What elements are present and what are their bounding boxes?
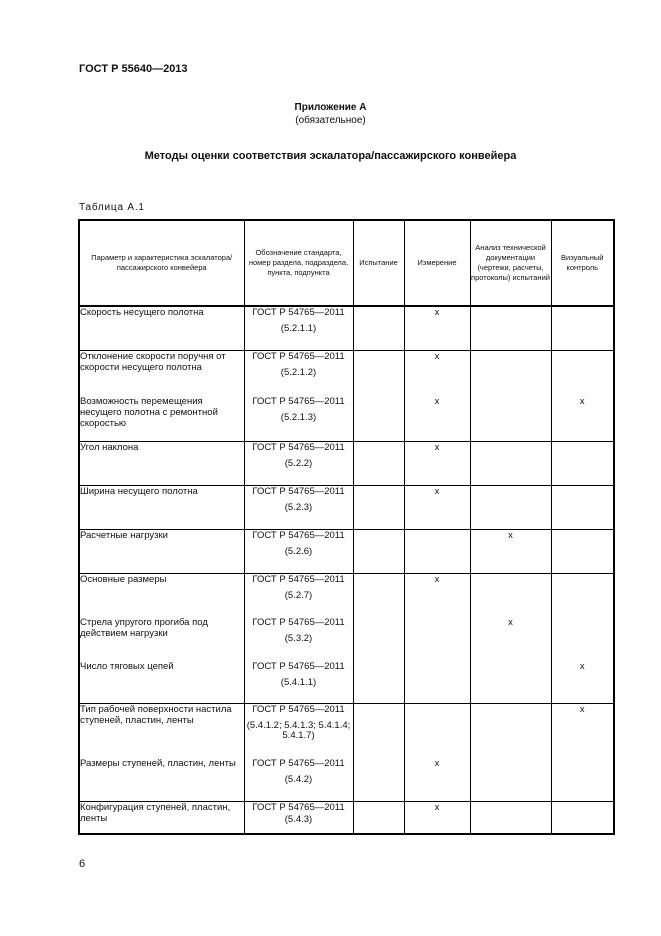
standard-code: ГОСТ Р 54765—2011	[252, 758, 345, 769]
table-row	[79, 396, 614, 441]
standard-cell	[244, 661, 353, 703]
measure-cell	[404, 661, 470, 703]
table-row	[79, 529, 614, 573]
standard-cell	[244, 306, 353, 350]
visual-cell	[551, 758, 614, 801]
standard-cell	[244, 703, 353, 758]
test-cell	[353, 350, 404, 396]
header-standard: Обозначение стандарта, номер раздела, подраздела, пункта, подпункта	[244, 220, 353, 306]
param-cell: Отклонение скорости поручня от скорости несущего полотна	[79, 350, 244, 396]
measure-cell: х	[404, 350, 470, 396]
param-cell: Расчетные нагрузки	[79, 529, 244, 573]
param-cell: Ширина несущего полотна	[79, 485, 244, 529]
test-cell	[353, 661, 404, 703]
measure-cell: х	[404, 801, 470, 834]
standard-cell	[244, 350, 353, 396]
standard-ref: (5.4.3)	[284, 813, 313, 825]
measure-cell: х	[404, 396, 470, 441]
table-row	[79, 801, 614, 834]
visual-cell	[551, 306, 614, 350]
document-code: ГОСТ Р 55640—2013	[79, 63, 188, 75]
table-header-row	[79, 220, 614, 306]
measure-cell: х	[404, 306, 470, 350]
visual-cell	[551, 350, 614, 396]
visual-cell	[551, 617, 614, 661]
visual-cell	[551, 573, 614, 617]
table-label: Таблица А.1	[79, 202, 145, 213]
param-cell: Размеры ступеней, пластин, ленты	[79, 758, 244, 801]
measure-cell	[404, 703, 470, 758]
standard-code: ГОСТ Р 54765—2011	[252, 617, 345, 628]
analysis-cell: х	[470, 617, 551, 661]
standard-cell	[244, 801, 353, 834]
header-visual-control: Визуальный контроль	[551, 220, 614, 306]
measure-cell: х	[404, 485, 470, 529]
analysis-cell	[470, 801, 551, 834]
test-cell	[353, 529, 404, 573]
param-cell: Угол наклона	[79, 441, 244, 485]
table-row	[79, 703, 614, 758]
standard-cell	[244, 441, 353, 485]
analysis-cell	[470, 396, 551, 441]
standard-cell	[244, 617, 353, 661]
standard-code: ГОСТ Р 54765—2011	[252, 396, 345, 407]
standard-code: ГОСТ Р 54765—2011	[252, 661, 345, 672]
param-cell: Число тяговых цепей	[79, 661, 244, 703]
standard-code: ГОСТ Р 54765—2011	[252, 703, 345, 715]
conformity-methods-table	[78, 219, 615, 835]
standard-ref: (5.2.1.2)	[280, 366, 317, 378]
standard-code: ГОСТ Р 54765—2011	[252, 350, 345, 362]
param-cell: Скорость несущего полотна	[79, 306, 244, 350]
appendix-title: Приложение А	[294, 102, 367, 113]
standard-code: ГОСТ Р 54765—2011	[252, 801, 345, 813]
standard-ref: (5.3.2)	[284, 633, 313, 644]
table-row	[79, 758, 614, 801]
header-doc-analysis: Анализ технической документации (чертежи, расчеты, протоколы) испытаний	[470, 220, 551, 306]
param-cell: Стрела упругого прогиба под действием нагрузки	[79, 617, 244, 661]
standard-cell	[244, 573, 353, 617]
standard-cell	[244, 758, 353, 801]
visual-cell: х	[551, 661, 614, 703]
visual-cell	[551, 529, 614, 573]
standard-code: ГОСТ Р 54765—2011	[252, 441, 345, 453]
visual-cell: х	[551, 703, 614, 758]
standard-code: ГОСТ Р 54765—2011	[252, 529, 345, 541]
table-row	[79, 661, 614, 703]
table-row	[79, 485, 614, 529]
table-row	[79, 441, 614, 485]
measure-cell	[404, 529, 470, 573]
page-number: 6	[79, 858, 86, 870]
visual-cell	[551, 485, 614, 529]
measure-cell: х	[404, 758, 470, 801]
measure-cell	[404, 617, 470, 661]
param-cell: Возможность перемещения несущего полотна с ремонтной скоростью	[79, 396, 244, 441]
visual-cell	[551, 441, 614, 485]
standard-ref: (5.2.1.1)	[280, 323, 317, 334]
standard-ref: (5.2.1.3)	[280, 412, 317, 423]
analysis-cell	[470, 485, 551, 529]
standard-ref: (5.2.3)	[284, 501, 313, 513]
test-cell	[353, 703, 404, 758]
test-cell	[353, 441, 404, 485]
standard-cell	[244, 529, 353, 573]
header-test: Испытание	[353, 220, 404, 306]
test-cell	[353, 485, 404, 529]
visual-cell: х	[551, 396, 614, 441]
standard-ref: (5.2.6)	[284, 545, 313, 557]
test-cell	[353, 801, 404, 834]
test-cell	[353, 573, 404, 617]
standard-code: ГОСТ Р 54765—2011	[252, 485, 345, 497]
measure-cell: х	[404, 573, 470, 617]
param-cell: Конфигурация ступеней, пластин, ленты	[79, 801, 244, 834]
standard-ref: (5.4.1.2; 5.4.1.3; 5.4.1.4; 5.4.1.7)	[246, 719, 351, 741]
test-cell	[353, 758, 404, 801]
table-row	[79, 306, 614, 350]
header-measurement: Измерение	[404, 220, 470, 306]
test-cell	[353, 617, 404, 661]
standard-ref: (5.4.2)	[284, 774, 313, 785]
standard-cell	[244, 396, 353, 441]
param-cell: Основные размеры	[79, 573, 244, 617]
standard-code: ГОСТ Р 54765—2011	[252, 573, 345, 585]
measure-cell: х	[404, 441, 470, 485]
visual-cell	[551, 801, 614, 834]
page-title: Методы оценки соответствия эскалатора/пассажирского конвейера	[144, 150, 517, 162]
appendix-note: (обязательное)	[295, 115, 366, 126]
analysis-cell	[470, 661, 551, 703]
analysis-cell	[470, 758, 551, 801]
analysis-cell	[470, 441, 551, 485]
analysis-cell	[470, 573, 551, 617]
standard-ref: (5.2.7)	[284, 589, 313, 601]
test-cell	[353, 306, 404, 350]
standard-code: ГОСТ Р 54765—2011	[252, 307, 345, 318]
analysis-cell	[470, 703, 551, 758]
param-cell: Тип рабочей поверхности настила ступеней, пластин, ленты	[79, 703, 244, 758]
table-row	[79, 573, 614, 617]
table-row	[79, 617, 614, 661]
standard-ref: (5.4.1.1)	[280, 677, 317, 688]
table-row	[79, 350, 614, 396]
analysis-cell	[470, 306, 551, 350]
appendix-heading	[0, 101, 661, 127]
standard-cell	[244, 485, 353, 529]
test-cell	[353, 396, 404, 441]
header-parameter: Параметр и характеристика эскалатора/пассажирского конвейера	[79, 220, 244, 306]
analysis-cell	[470, 350, 551, 396]
analysis-cell: х	[470, 529, 551, 573]
standard-ref: (5.2.2)	[284, 457, 313, 469]
